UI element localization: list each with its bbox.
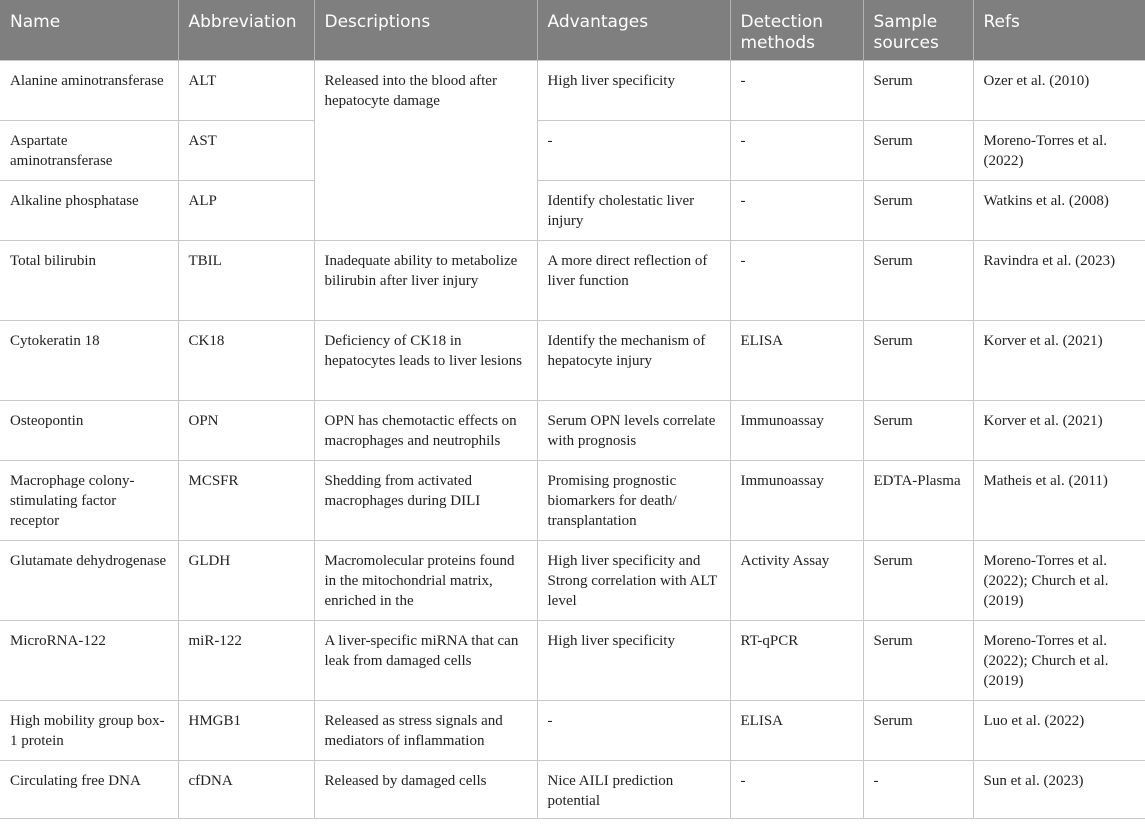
cell-sample: EDTA-Plasma (863, 461, 973, 541)
cell-refs: Luo et al. (2022) (973, 701, 1145, 761)
table-row (0, 761, 1145, 819)
cell-detection: Immunoassay (730, 461, 863, 541)
cell-advantages: A more direct reflection of liver function (537, 241, 730, 321)
header-refs: Refs (973, 0, 1145, 61)
cell-refs: Korver et al. (2021) (973, 321, 1145, 401)
header-name: Name (0, 0, 178, 61)
cell-refs: Moreno-Torres et al. (2022) (973, 121, 1145, 181)
cell-abbreviation: OPN (178, 401, 314, 461)
cell-refs: Matheis et al. (2011) (973, 461, 1145, 541)
cell-refs: Korver et al. (2021) (973, 401, 1145, 461)
cell-name: Alanine aminotransferase (0, 61, 178, 121)
cell-name: Alkaline phosphatase (0, 181, 178, 241)
table-row (0, 701, 1145, 761)
cell-description (314, 541, 537, 621)
cell-name: High mobility group box-1 protein (0, 701, 178, 761)
cell-advantages: Serum OPN levels correlate with prognosis (537, 401, 730, 461)
cell-sample: Serum (863, 701, 973, 761)
cell-sample: Serum (863, 121, 973, 181)
table-row (0, 121, 1145, 181)
cell-sample: Serum (863, 321, 973, 401)
table-row (0, 61, 1145, 121)
header-abbreviation: Abbreviation (178, 0, 314, 61)
cell-advantages: High liver specificity (537, 621, 730, 701)
table-row (0, 241, 1145, 321)
cell-advantages: - (537, 121, 730, 181)
table-row (0, 621, 1145, 701)
cell-refs: Moreno-Torres et al. (2022); Church et al. (2019) (973, 541, 1145, 621)
cell-abbreviation: miR-122 (178, 621, 314, 701)
cell-description: Released by damaged cells (314, 761, 537, 819)
cell-name: Osteopontin (0, 401, 178, 461)
cell-name: Total bilirubin (0, 241, 178, 321)
cell-refs: Moreno-Torres et al. (2022); Church et al. (2019) (973, 621, 1145, 701)
cell-detection: ELISA (730, 321, 863, 401)
table-row (0, 181, 1145, 241)
table-row (0, 541, 1145, 621)
cell-description: A liver-specific miRNA that can leak from damaged cells (314, 621, 537, 701)
cell-detection: - (730, 241, 863, 321)
cell-refs: Sun et al. (2023) (973, 761, 1145, 819)
cell-description-text: Macromolecular proteins found in the mitochondrial matrix, enriched in the (324, 553, 515, 609)
cell-detection: Activity Assay (730, 541, 863, 621)
cell-advantages: Nice AILI prediction potential (537, 761, 730, 819)
header-row (0, 0, 1145, 61)
cell-name: Circulating free DNA (0, 761, 178, 819)
header-descriptions: Descriptions (314, 0, 537, 61)
cell-name: MicroRNA-122 (0, 621, 178, 701)
cell-name: Cytokeratin 18 (0, 321, 178, 401)
cell-detection: RT-qPCR (730, 621, 863, 701)
cell-refs: Watkins et al. (2008) (973, 181, 1145, 241)
cell-abbreviation: TBIL (178, 241, 314, 321)
cell-abbreviation: ALT (178, 61, 314, 121)
cell-description: OPN has chemotactic effects on macrophages and neutrophils (314, 401, 537, 461)
header-advantages: Advantages (537, 0, 730, 61)
cell-sample: Serum (863, 401, 973, 461)
header-detection-methods: Detection methods (730, 0, 863, 61)
cell-abbreviation: GLDH (178, 541, 314, 621)
cell-refs: Ravindra et al. (2023) (973, 241, 1145, 321)
cell-detection: ELISA (730, 701, 863, 761)
cell-detection: - (730, 61, 863, 121)
cell-description: Deficiency of CK18 in hepatocytes leads to liver lesions (314, 321, 537, 401)
cell-description: Shedding from activated macrophages during DILI (314, 461, 537, 541)
cell-abbreviation: HMGB1 (178, 701, 314, 761)
cell-name: Glutamate dehydrogenase (0, 541, 178, 621)
cell-abbreviation: MCSFR (178, 461, 314, 541)
cell-description: Released into the blood after hepatocyte damage (314, 61, 537, 241)
cell-advantages: Identify cholestatic liver injury (537, 181, 730, 241)
cell-detection: - (730, 181, 863, 241)
table-row (0, 401, 1145, 461)
cell-advantages: Identify the mechanism of hepatocyte injury (537, 321, 730, 401)
cell-description: Inadequate ability to metabolize bilirubin after liver injury (314, 241, 537, 321)
table-row (0, 321, 1145, 401)
cell-sample: - (863, 761, 973, 819)
cell-sample: Serum (863, 541, 973, 621)
header-sample-sources: Sample sources (863, 0, 973, 61)
cell-abbreviation: cfDNA (178, 761, 314, 819)
cell-advantages: High liver specificity (537, 61, 730, 121)
cell-name: Macrophage colony-stimulating factor receptor (0, 461, 178, 541)
cell-name: Aspartate aminotransferase (0, 121, 178, 181)
cell-description: Released as stress signals and mediators of inflammation (314, 701, 537, 761)
cell-advantages: Promising prognostic biomarkers for death/ transplantation (537, 461, 730, 541)
cell-advantages: - (537, 701, 730, 761)
cell-abbreviation: ALP (178, 181, 314, 241)
cell-refs: Ozer et al. (2010) (973, 61, 1145, 121)
cell-sample: Serum (863, 241, 973, 321)
table-row (0, 461, 1145, 541)
cell-detection: - (730, 121, 863, 181)
cell-abbreviation: CK18 (178, 321, 314, 401)
cell-abbreviation: AST (178, 121, 314, 181)
cell-sample: Serum (863, 621, 973, 701)
cell-detection: Immunoassay (730, 401, 863, 461)
cell-advantages: High liver specificity and Strong correlation with ALT level (537, 541, 730, 621)
cell-sample: Serum (863, 61, 973, 121)
cell-sample: Serum (863, 181, 973, 241)
cell-detection: - (730, 761, 863, 819)
